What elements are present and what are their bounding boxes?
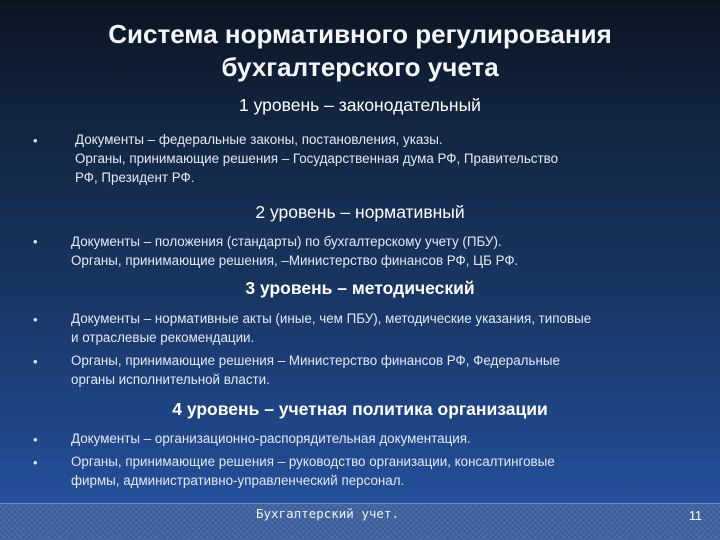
- level-4-item-2-line-1: Органы, принимающие решения – руководство организации, консалтинговые: [71, 454, 555, 469]
- level-1-item-1: [75, 130, 558, 187]
- level-4-bullet-1: •: [33, 432, 38, 447]
- level-2-bullet-1: •: [33, 234, 38, 249]
- level-3-item-1: [71, 309, 591, 347]
- level-4-item-2-line-2: фирмы, административно-управленческий персонал.: [71, 473, 405, 488]
- level-4-item-2: [71, 452, 555, 490]
- level-4-item-1-line-1: Документы – организационно-распорядительная документация.: [71, 431, 471, 446]
- level-3-bullet-2: •: [33, 354, 38, 369]
- slide-title-line-1: Система нормативного регулирования: [108, 19, 612, 49]
- level-3-item-1-line-1: Документы – нормативные акты (иные, чем ПБУ), методические указания, типовые: [71, 311, 592, 326]
- level-4-heading: 4 уровень – учетная политика организации: [172, 399, 548, 419]
- level-4-item-1: [71, 429, 471, 448]
- level-1-item-1-line-1: Документы – федеральные законы, постановления, указы.: [75, 132, 443, 147]
- page-number: 11: [689, 509, 702, 523]
- level-3-item-2-line-1: Органы, принимающие решения – Министерство финансов РФ, Федеральные: [71, 353, 560, 368]
- level-2-item-1-line-1: Документы – положения (стандарты) по бухгалтерскому учету (ПБУ).: [71, 234, 502, 249]
- level-2-item-1-line-2: Органы, принимающие решения, –Министерство финансов РФ, ЦБ РФ.: [71, 253, 519, 268]
- level-2-heading: 2 уровень – нормативный: [255, 202, 465, 222]
- level-3-item-2: [71, 351, 560, 389]
- slide-title: [40, 18, 680, 84]
- slide-title-line-2: бухгалтерского учета: [221, 52, 499, 82]
- level-1-bullet-1: •: [33, 133, 38, 148]
- level-4-bullet-2: •: [33, 455, 38, 470]
- footer-label: Бухгалтерский учет.: [256, 506, 399, 521]
- level-2-item-1: [71, 232, 518, 270]
- level-3-bullet-1: •: [33, 312, 38, 327]
- level-1-item-1-line-2: Органы, принимающие решения – Государственная дума РФ, Правительство: [75, 151, 559, 166]
- level-3-item-2-line-2: органы исполнительной власти.: [71, 372, 270, 387]
- level-1-heading: 1 уровень – законодательный: [239, 95, 481, 115]
- level-1-item-1-line-3: РФ, Президент РФ.: [75, 170, 195, 185]
- level-3-heading: 3 уровень – методический: [245, 278, 475, 298]
- level-3-item-1-line-2: и отраслевые рекомендации.: [71, 330, 255, 345]
